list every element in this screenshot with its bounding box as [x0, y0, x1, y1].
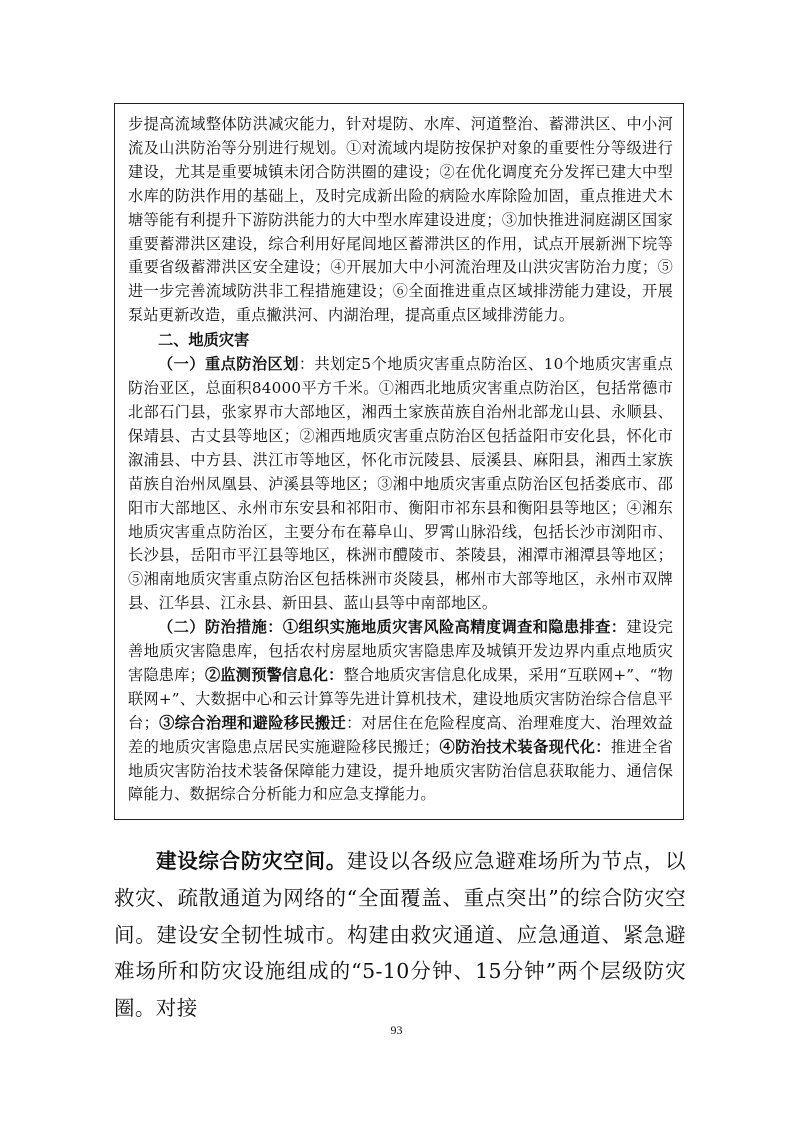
measure-3-text: ：对居住在危险程度高、治理难度大、治理效益差的地质灾害隐患点居民实施避险移民搬迁； — [128, 713, 673, 756]
measure-3-label: ③综合治理和避险移民搬迁 — [158, 713, 347, 732]
body-text — [114, 843, 686, 1027]
measure-4-text: 推进全省地质灾害防治技术装备保障能力建设，提升地质灾害防治信息获取能力、通信保障能力、数据综合分析能力和应急支撑能力。 — [128, 737, 673, 804]
flood-control-paragraph: 步提高流域整体防洪减灾能力，针对堤防、水库、河道整治、蓄滞洪区、中小河流及山洪防治等分别进行规划。①对流域内堤防按保护对象的重要性分等级进行建设，尤其是重要城镇未闭合防洪圈的建设；②在优化调度充分发挥已建大中型水库的防洪作用的基础上，及时完成新出险的病险水库除险加固，重点推进犬木塘等能有利提升下游防洪能力的大中型水库建设进度；③加快推进洞庭湖区国家重要蓄滞洪区建设，综合利用好尾闾地区蓄滞洪区的作用，试点开展新洲下垸等重要省级蓄滞洪区安全建设；④开展加大中小河流治理及山洪灾害防治力度；⑤进一步完善流域防洪非工程措施建设；⑥全面推进重点区域排涝能力建设，开展泵站更新改造，重点撇洪河、内湖治理，提高重点区域排涝能力。 — [128, 115, 673, 325]
key-zones-text: ：共划定5个地质灾害重点防治区、10个地质灾害重点防治亚区，总面积84000平方千米。①湘西北地质灾害重点防治区，包括常德市北部石门县，张家界市大部地区，湘西土家族苗族自治州北部龙山县、永顺县、保靖县、古丈县等地区；②湘西地质灾害重点防治区包括益阳市安化县，怀化市溆浦县、中方县、洪江市等地区，怀化市沅陵县、辰溪县、麻阳县，湘西土家族苗族自治州凤凰县、泸溪县等地区；③湘中地质灾害重点防治区包括娄底市、邵阳市大部地区、永州市东安县和祁阳市、衡阳市祁东县和衡阳县等地区；④湘东地质灾害重点防治区，主要分布在幕阜山、罗霄山脉沿线，包括长沙市浏阳市、长沙县，岳阳市平江县等地区，株洲市醴陵市、茶陵县，湘潭市湘潭县等地区；⑤湘南地质灾害重点防治区包括株洲市炎陵县，郴州市大部等地区，永州市双牌县、江华县、江永县、新田县、蓝山县等中南部地区。 — [128, 355, 673, 613]
measures-paragraph — [128, 616, 673, 807]
text-box — [114, 103, 684, 820]
measure-4-label: ④防治技术装备现代化： — [439, 737, 611, 756]
measure-1-text: 建设完善地质灾害隐患库，包括农村房屋地质灾害隐患库及城镇开发边界内重点地质灾害隐患库； — [128, 618, 673, 684]
measure-2-label: ②监测预警信息化： — [204, 665, 344, 684]
measure-1-label: ①组织实施地质灾害风险高精度调查和隐患排查： — [282, 618, 627, 637]
measures-label: （二）防治措施： — [158, 618, 283, 637]
key-zones-paragraph — [128, 353, 673, 616]
body-paragraph-text: 建设以各级应急避难场所为节点，以救灾、疏散通道为网络的“全面覆盖、重点突出”的综合防灾空间。建设安全韧性城市。构建由救灾通道、应急通道、紧急避难场所和防灾设施组成的“5-10分钟、15分钟”两个层级防灾圈。对接 — [114, 849, 686, 1021]
measure-2-text: 整合地质灾害信息化成果，采用“互联网+”、“物联网+”、大数据中心和云计算等先进计算机技术，建设地质灾害防治综合信息平台； — [128, 665, 673, 732]
page-number: 93 — [390, 1023, 403, 1037]
body-paragraph — [114, 843, 686, 1027]
section-heading-geological-hazards: 二、地质灾害 — [158, 331, 250, 350]
body-lead-bold: 建设综合防灾空间。 — [156, 849, 347, 873]
key-zones-label: （一）重点防治区划 — [158, 355, 299, 374]
